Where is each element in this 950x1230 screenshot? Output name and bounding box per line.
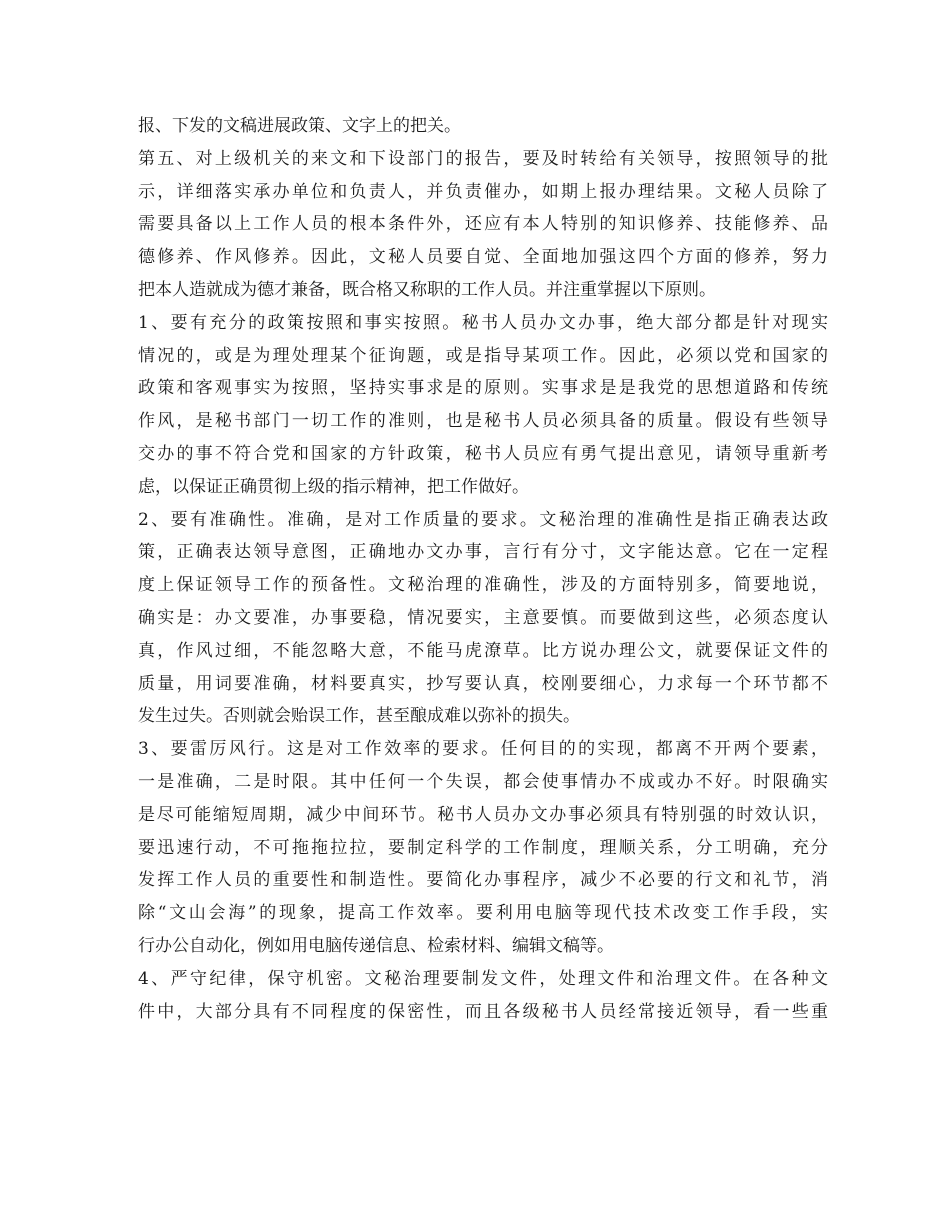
text-line: 要迅速行动，不可拖拖拉拉，要制定科学的工作制度，理顺关系，分工明确，充分	[138, 837, 828, 858]
text-line: 策，正确表达领导意图，正确地办文办事，言行有分寸，文字能达意。它在一定程	[138, 542, 828, 563]
text-line: 把本人造就成为德才兼备，既合格又称职的工作人员。并注重掌握以下原则。	[138, 279, 716, 300]
text-line: 真，作风过细，不能忽略大意，不能马虎潦草。比方说办理公文，就要保证文件的	[138, 640, 828, 661]
text-line: 除“文山会海”的现象，提高工作效率。要利用电脑等现代技术改变工作手段，实	[138, 903, 828, 924]
text-line: 确实是：办文要准，办事要稳，情况要实，主意要慎。而要做到这些，必须态度认	[138, 607, 828, 628]
document-body	[138, 110, 828, 1028]
text-line: 发挥工作人员的重要性和制造性。要简化办事程序，减少不必要的行文和礼节，消	[138, 870, 828, 891]
text-line: 报、下发的文稿进展政策、文字上的把关。	[138, 116, 461, 136]
text-line: 作风，是秘书部门一切工作的准则，也是秘书人员必须具备的质量。假设有些领导	[138, 411, 828, 432]
text-line: 是尽可能缩短周期，减少中间环节。秘书人员办文办事必须具有特别强的时效认识，	[138, 804, 828, 825]
text-line: 质量，用词要准确，材料要真实，抄写要认真，校刚要细心，力求每一个环节都不	[138, 673, 828, 694]
text-line: 一是准确，二是时限。其中任何一个失误，都会使事情办不成或办不好。时限确实	[138, 771, 828, 792]
text-line: 交办的事不符合党和国家的方针政策，秘书人员应有勇气提出意见，请领导重新考	[138, 443, 828, 464]
text-line: 件中，大部分具有不同程度的保密性，而且各级秘书人员经常接近领导，看一些重	[138, 1001, 828, 1022]
text-line: 1、要有充分的政策按照和事实按照。秘书人员办文办事，绝大部分都是针对现实	[138, 312, 828, 333]
text-line: 行办公自动化，例如用电脑传递信息、检索材料、编辑文稿等。	[138, 935, 614, 956]
text-line: 虑，以保证正确贯彻上级的指示精神，把工作做好。	[138, 476, 529, 497]
text-line: 需要具备以上工作人员的根本条件外，还应有本人特别的知识修养、技能修养、品	[138, 214, 828, 235]
text-line: 第五、对上级机关的来文和下设部门的报告，要及时转给有关领导，按照领导的批	[138, 148, 828, 169]
text-line: 德修养、作风修养。因此，文秘人员要自觉、全面地加强这四个方面的修养，努力	[138, 247, 828, 268]
text-line: 情况的，或是为理处理某个征询题，或是指导某项工作。因此，必须以党和国家的	[138, 345, 828, 366]
text-line: 政策和客观事实为按照，坚持实事求是的原则。实事求是是我党的思想道路和传统	[138, 378, 828, 399]
text-line: 度上保证领导工作的预备性。文秘治理的准确性，涉及的方面特别多，简要地说，	[138, 575, 828, 596]
text-line: 发生过失。否则就会贻误工作，甚至酿成难以弥补的损失。	[138, 706, 580, 727]
text-line: 2、要有准确性。准确，是对工作质量的要求。文秘治理的准确性是指正确表达政	[138, 509, 828, 530]
text-line: 示，详细落实承办单位和负责人，并负责催办，如期上报办理结果。文秘人员除了	[138, 181, 828, 202]
text-line: 4、严守纪律，保守机密。文秘治理要制发文件，处理文件和治理文件。在各种文	[138, 968, 828, 989]
text-line: 3、要雷厉风行。这是对工作效率的要求。任何目的的实现，都离不开两个要素，	[138, 739, 828, 760]
